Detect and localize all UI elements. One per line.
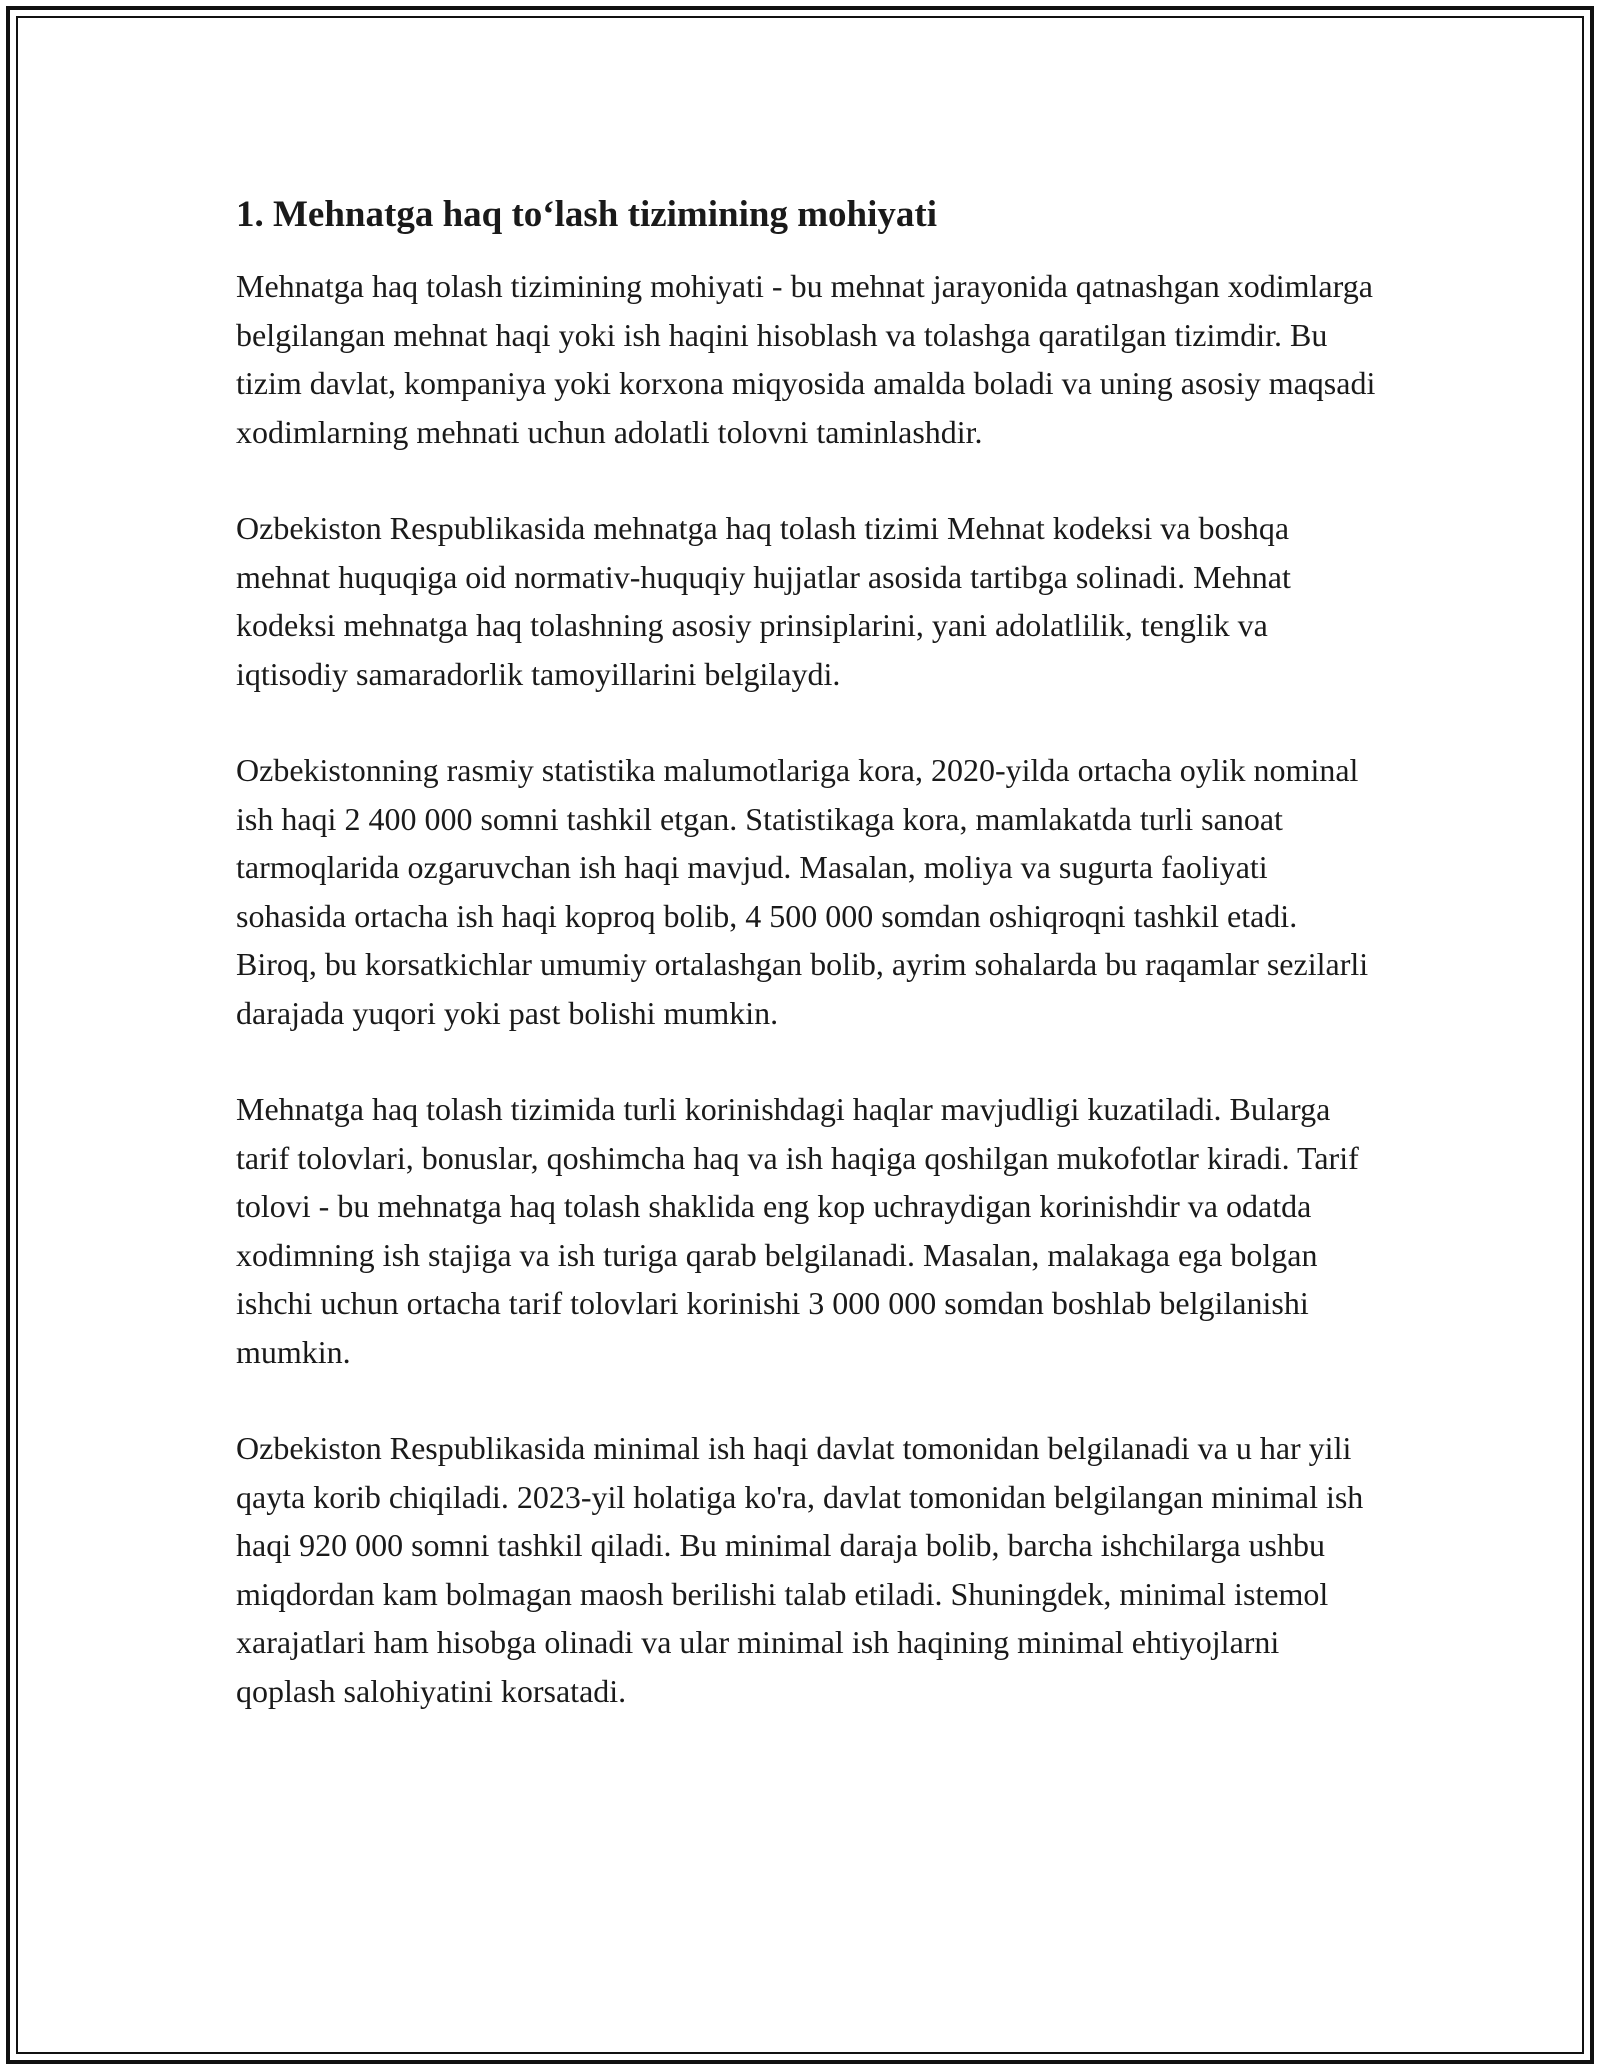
paragraph-3: Ozbekistonning rasmiy statistika malumotlariga kora, 2020-yilda ortacha oylik nominal ish haqi 2 400 000 somni tashkil etgan. Statistikaga kora, mamlakatda turli sanoat tarmoqlarida ozgaruvchan ish haqi mavjud. Masalan, moliya va sugurta faoliyati sohasida ortacha ish haqi koproq bolib, 4 500 000 somdan oshiqroqni tashkil etadi. Biroq, bu korsatkichlar umumiy ortalashgan bolib, ayrim sohalarda bu raqamlar sezilarli darajada yuqori yoki past bolishi mumkin. xyxy=(236,752,1369,1031)
document-body xyxy=(236,186,1376,1763)
paragraph-5: Ozbekiston Respublikasida minimal ish haqi davlat tomonidan belgilanadi va u har yili qayta korib chiqiladi. 2023-yil holatiga ko'ra, davlat tomonidan belgilangan minimal ish haqi 920 000 somni tashkil qiladi. Bu minimal daraja bolib, barcha ishchilarga ushbu miqdordan kam bolmagan maosh berilishi talab etiladi. Shuningdek, minimal istemol xarajatlari ham hisobga olinadi va ular minimal ish haqining minimal ehtiyojlarni qoplash salohiyatini korsatadi. xyxy=(236,1430,1364,1709)
section-heading: 1. Mehnatga haq to‘lash tizimining mohiyati xyxy=(236,194,937,235)
paragraph-2: Ozbekiston Respublikasida mehnatga haq tolash tizimi Mehnat kodeksi va boshqa mehnat huquqiga oid normativ-huquqiy hujjatlar asosida tartibga solinadi. Mehnat kodeksi mehnatga haq tolashning asosiy prinsiplarini, yani adolatlilik, tenglik va iqtisodiy samaradorlik tamoyillarini belgilaydi. xyxy=(236,510,1291,692)
paragraph-4: Mehnatga haq tolash tizimida turli korinishdagi haqlar mavjudligi kuzatiladi. Bularga tarif tolovlari, bonuslar, qoshimcha haq va ish haqiga qoshilgan mukofotlar kiradi. Tarif tolovi - bu mehnatga haq tolash shaklida eng kop uchraydigan korinishdir va odatda xodimning ish stajiga va ish turiga qarab belgilanadi. Masalan, malakaga ega bolgan ishchi uchun ortacha tarif tolovlari korinishi 3 000 000 somdan boshlab belgilanishi mumkin. xyxy=(236,1091,1359,1370)
paragraph-1: Mehnatga haq tolash tizimining mohiyati - bu mehnat jarayonida qatnashgan xodimlarga belgilangan mehnat haqi yoki ish haqini hisoblash va tolashga qaratilgan tizimdir. Bu tizim davlat, kompaniya yoki korxona miqyosida amalda boladi va uning asosiy maqsadi xodimlarning mehnati uchun adolatli tolovni taminlashdir. xyxy=(236,268,1376,450)
